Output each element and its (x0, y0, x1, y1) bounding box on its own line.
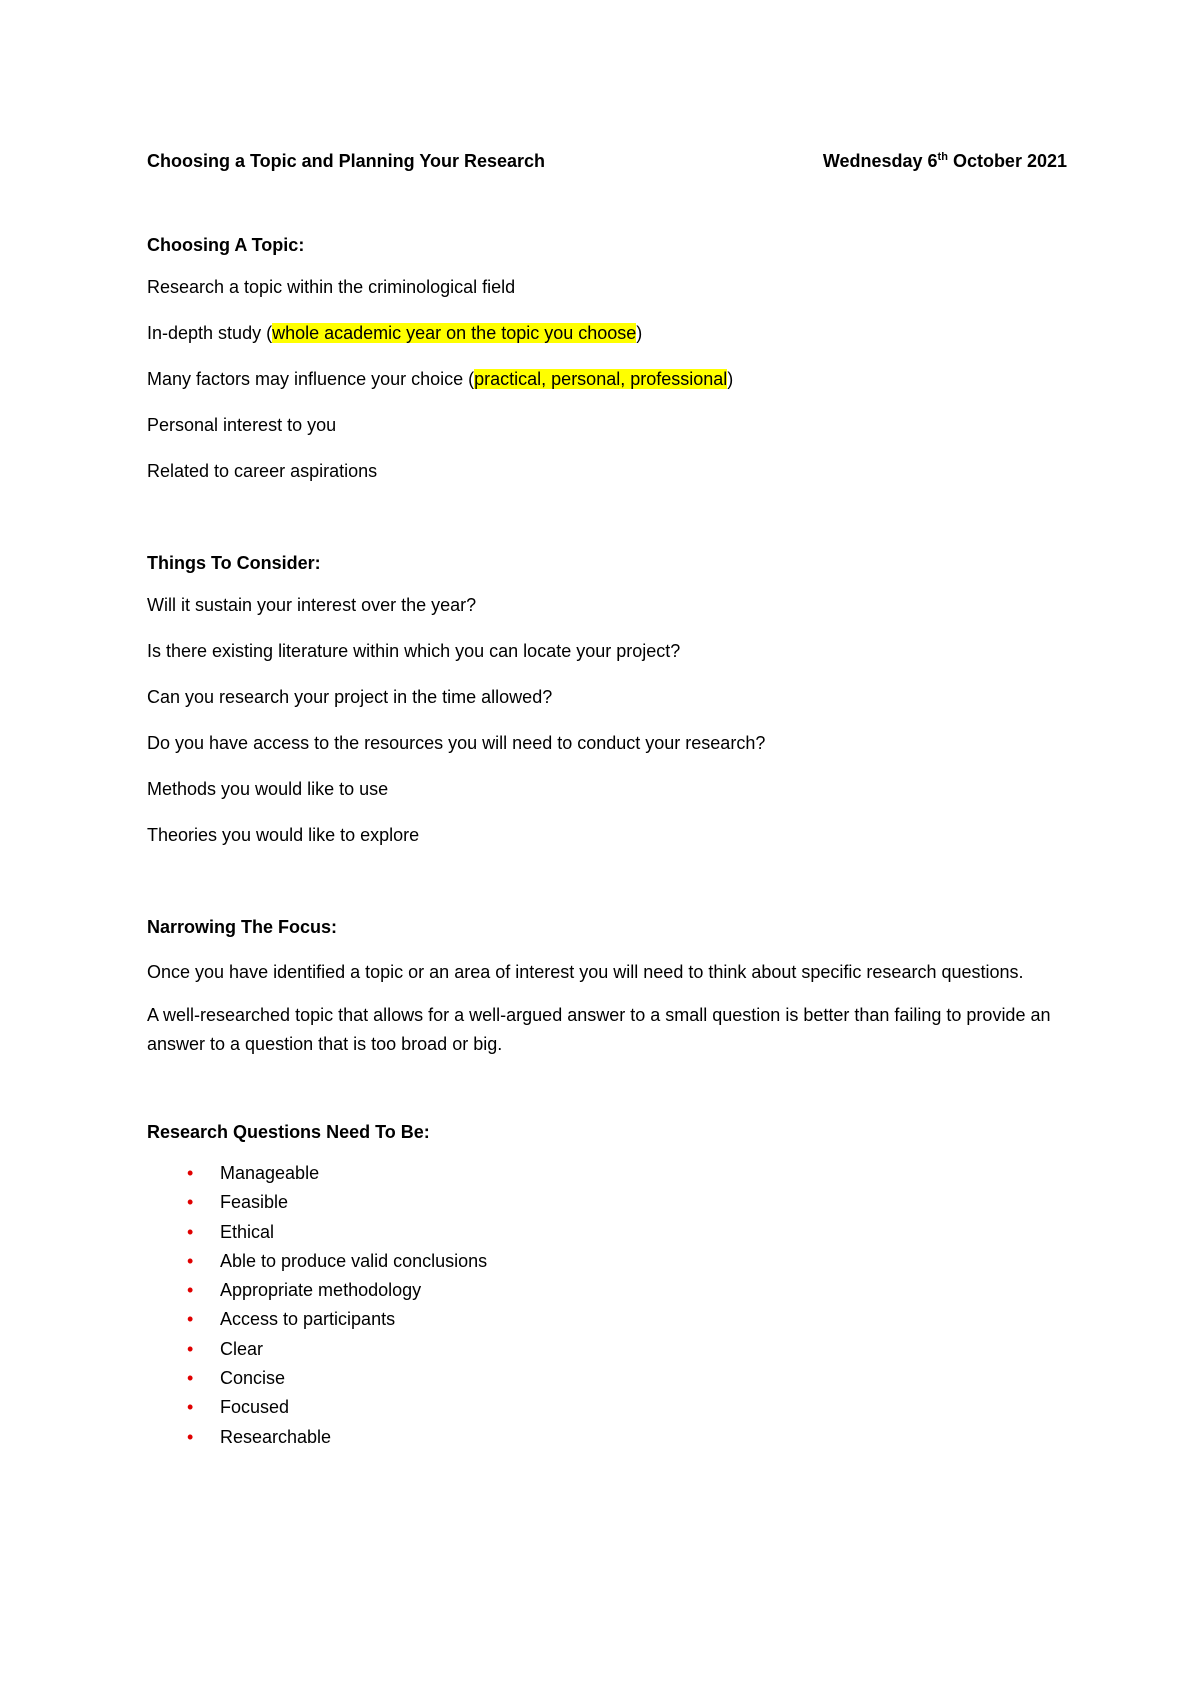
list-item-label: Clear (220, 1338, 264, 1359)
narrowing-paragraph-1: Once you have identified a topic or an area of interest you will need to think about specific research questions. (147, 962, 1024, 982)
list-item (187, 1393, 1067, 1422)
bullet-icon: • (187, 1192, 194, 1213)
choosing-line-3 (147, 368, 1067, 392)
list-item-label: Ethical (220, 1221, 275, 1242)
choosing-line-5: Related to career aspirations (147, 461, 378, 481)
list-item-label: Manageable (220, 1163, 320, 1183)
list-item (187, 1335, 1067, 1364)
list-item-label: Able to produce valid conclusions (220, 1250, 488, 1271)
consider-item: Is there existing literature within which you can locate your project? (147, 641, 681, 661)
bullet-icon: • (187, 1368, 194, 1389)
document-header (147, 150, 1067, 174)
date-day: Wednesday 6 (822, 151, 938, 171)
bullet-icon: • (187, 1163, 194, 1183)
choosing-line-2 (147, 322, 1067, 346)
document-page (147, 150, 1067, 1452)
consider-item: Will it sustain your interest over the year? (147, 595, 477, 615)
bullet-icon: • (187, 1309, 194, 1330)
date-month-year: October 2021 (947, 151, 1067, 171)
list-item (187, 1159, 1067, 1188)
list-item (187, 1305, 1067, 1334)
heading-research-questions: Research Questions Need To Be: (147, 1122, 430, 1142)
line2-close: ) (636, 323, 643, 343)
list-item-label: Feasible (220, 1192, 289, 1213)
list-item (187, 1218, 1067, 1247)
line3-highlight: practical, personal, professional (474, 369, 728, 389)
bullet-icon: • (187, 1397, 194, 1418)
document-date (823, 150, 1067, 174)
list-item-label: Focused (220, 1397, 290, 1418)
bullet-icon: • (187, 1338, 194, 1359)
list-item (187, 1364, 1067, 1393)
consider-item: Can you research your project in the time allowed? (147, 687, 553, 707)
narrowing-paragraph-2: A well-researched topic that allows for a well-argued answer to a small question is better than failing to provide an answer to a question that is too broad or big. (147, 1005, 1051, 1054)
choosing-line-1: Research a topic within the criminological field (147, 277, 516, 297)
heading-things-to-consider: Things To Consider: (147, 553, 321, 573)
list-item-label: Appropriate methodology (220, 1280, 422, 1301)
list-item-label: Concise (220, 1368, 286, 1389)
heading-choosing-a-topic: Choosing A Topic: (147, 235, 305, 255)
line2-text: In-depth study ( (147, 323, 273, 343)
list-item-label: Access to participants (220, 1309, 396, 1330)
line2-highlight: whole academic year on the topic you choose (272, 323, 637, 343)
choosing-line-4: Personal interest to you (147, 415, 337, 435)
list-item (187, 1188, 1067, 1217)
consider-item: Methods you would like to use (147, 779, 389, 799)
list-item (187, 1423, 1067, 1452)
document-title: Choosing a Topic and Planning Your Research (147, 151, 546, 171)
consider-item: Theories you would like to explore (147, 825, 420, 845)
list-item-label: Researchable (220, 1426, 332, 1447)
bullet-icon: • (187, 1250, 194, 1271)
consider-item: Do you have access to the resources you will need to conduct your research? (147, 733, 766, 753)
date-ordinal: th (937, 151, 948, 163)
heading-narrowing-the-focus: Narrowing The Focus: (147, 917, 338, 937)
research-questions-list (147, 1159, 1067, 1452)
list-item (187, 1276, 1067, 1305)
list-item (187, 1247, 1067, 1276)
bullet-icon: • (187, 1280, 194, 1301)
line3-close: ) (727, 369, 734, 389)
line3-text: Many factors may influence your choice ( (147, 369, 475, 389)
bullet-icon: • (187, 1221, 194, 1242)
bullet-icon: • (187, 1426, 194, 1447)
